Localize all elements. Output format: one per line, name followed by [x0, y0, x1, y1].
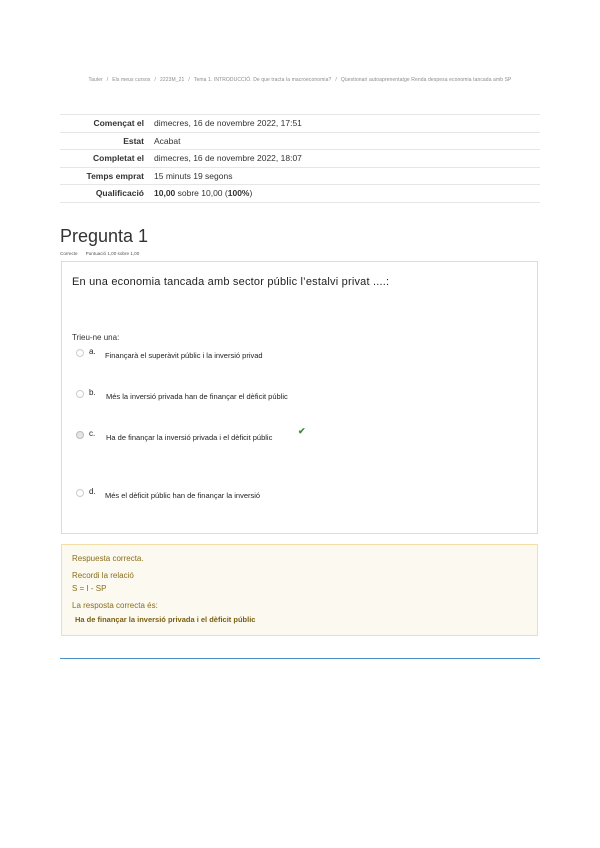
summary-value: dimecres, 16 de novembre 2022, 17:51 [150, 115, 540, 133]
breadcrumb-separator: / [106, 77, 109, 83]
radio-button[interactable] [76, 349, 84, 357]
breadcrumb-item-topic[interactable]: Tema 1. INTRODUCCIÓ. De que tracta la macroeconomia? [193, 77, 332, 83]
summary-row-state [60, 132, 540, 150]
breadcrumb-separator: / [335, 77, 337, 83]
radio-button-selected[interactable] [76, 431, 84, 439]
summary-label: Qualificació [60, 185, 150, 203]
feedback-formula: S = I - SP [72, 584, 107, 593]
summary-value: 15 minuts 19 segons [150, 167, 540, 185]
grade-percent: 100% [227, 188, 250, 199]
option-letter: b. [89, 388, 96, 397]
summary-value: dimecres, 16 de novembre 2022, 18:07 [150, 150, 540, 168]
option-text: Finançarà el superàvit públic i la inversió privad [105, 351, 263, 360]
breadcrumb-separator: / [154, 77, 156, 83]
summary-label: Completat el [60, 150, 150, 168]
radio-button[interactable] [76, 390, 84, 398]
feedback-hint: Recordi la relació [72, 571, 134, 580]
section-divider [60, 658, 540, 659]
answer-prompt: Trieu-ne una: [72, 333, 120, 342]
question-status: Correcte [60, 251, 78, 256]
summary-label: Començat el [60, 115, 150, 133]
attempt-summary-table [60, 114, 540, 203]
option-text: Ha de finançar la inversió privada i el dèficit públic [106, 433, 273, 442]
grade-out-of: sobre 10,00 ( [175, 188, 228, 199]
question-text: En una economia tancada amb sector públic l’estalvi privat ....: [72, 276, 390, 288]
summary-row-completed [60, 150, 540, 168]
grade-score: 10,00 [154, 188, 176, 199]
grade-close: ) [249, 188, 253, 199]
summary-row-started [60, 115, 540, 133]
question-box [61, 261, 538, 534]
summary-label: Estat [60, 132, 150, 150]
breadcrumb-item-quiz[interactable]: Qüestionari autoaprenentatge Renda despesa economia tancada amb SP [340, 77, 512, 83]
breadcrumb [0, 77, 600, 83]
breadcrumb-separator: / [188, 77, 190, 83]
summary-row-grade [60, 185, 540, 203]
breadcrumb-item-course[interactable]: 2223M_21 [159, 77, 185, 83]
summary-value: Acabat [150, 132, 540, 150]
breadcrumb-item-dashboard[interactable]: Tauler [88, 77, 103, 83]
summary-row-time-taken [60, 167, 540, 185]
option-text: Més la inversió privada han de finançar el dèficit públic [106, 392, 288, 401]
feedback-box [61, 544, 538, 636]
question-meta [60, 251, 139, 256]
feedback-result: Respuesta correcta. [72, 554, 144, 563]
correct-answer-label: La resposta correcta és: [72, 601, 158, 610]
summary-label: Temps emprat [60, 167, 150, 185]
check-icon: ✔ [298, 426, 306, 436]
option-letter: c. [89, 429, 96, 438]
option-letter: a. [89, 347, 96, 356]
question-title: Pregunta 1 [60, 226, 149, 246]
grade-value [150, 185, 540, 203]
option-text: Més el dèficit públic han de finançar la inversió [105, 491, 261, 500]
correct-answer-text: Ha de finançar la inversió privada i el dèficit públic [75, 615, 256, 624]
breadcrumb-item-my-courses[interactable]: Els meus cursos [112, 77, 151, 83]
option-letter: d. [89, 487, 96, 496]
question-score: Puntuació 1,00 sobre 1,00 [85, 251, 140, 256]
radio-button[interactable] [76, 489, 84, 497]
